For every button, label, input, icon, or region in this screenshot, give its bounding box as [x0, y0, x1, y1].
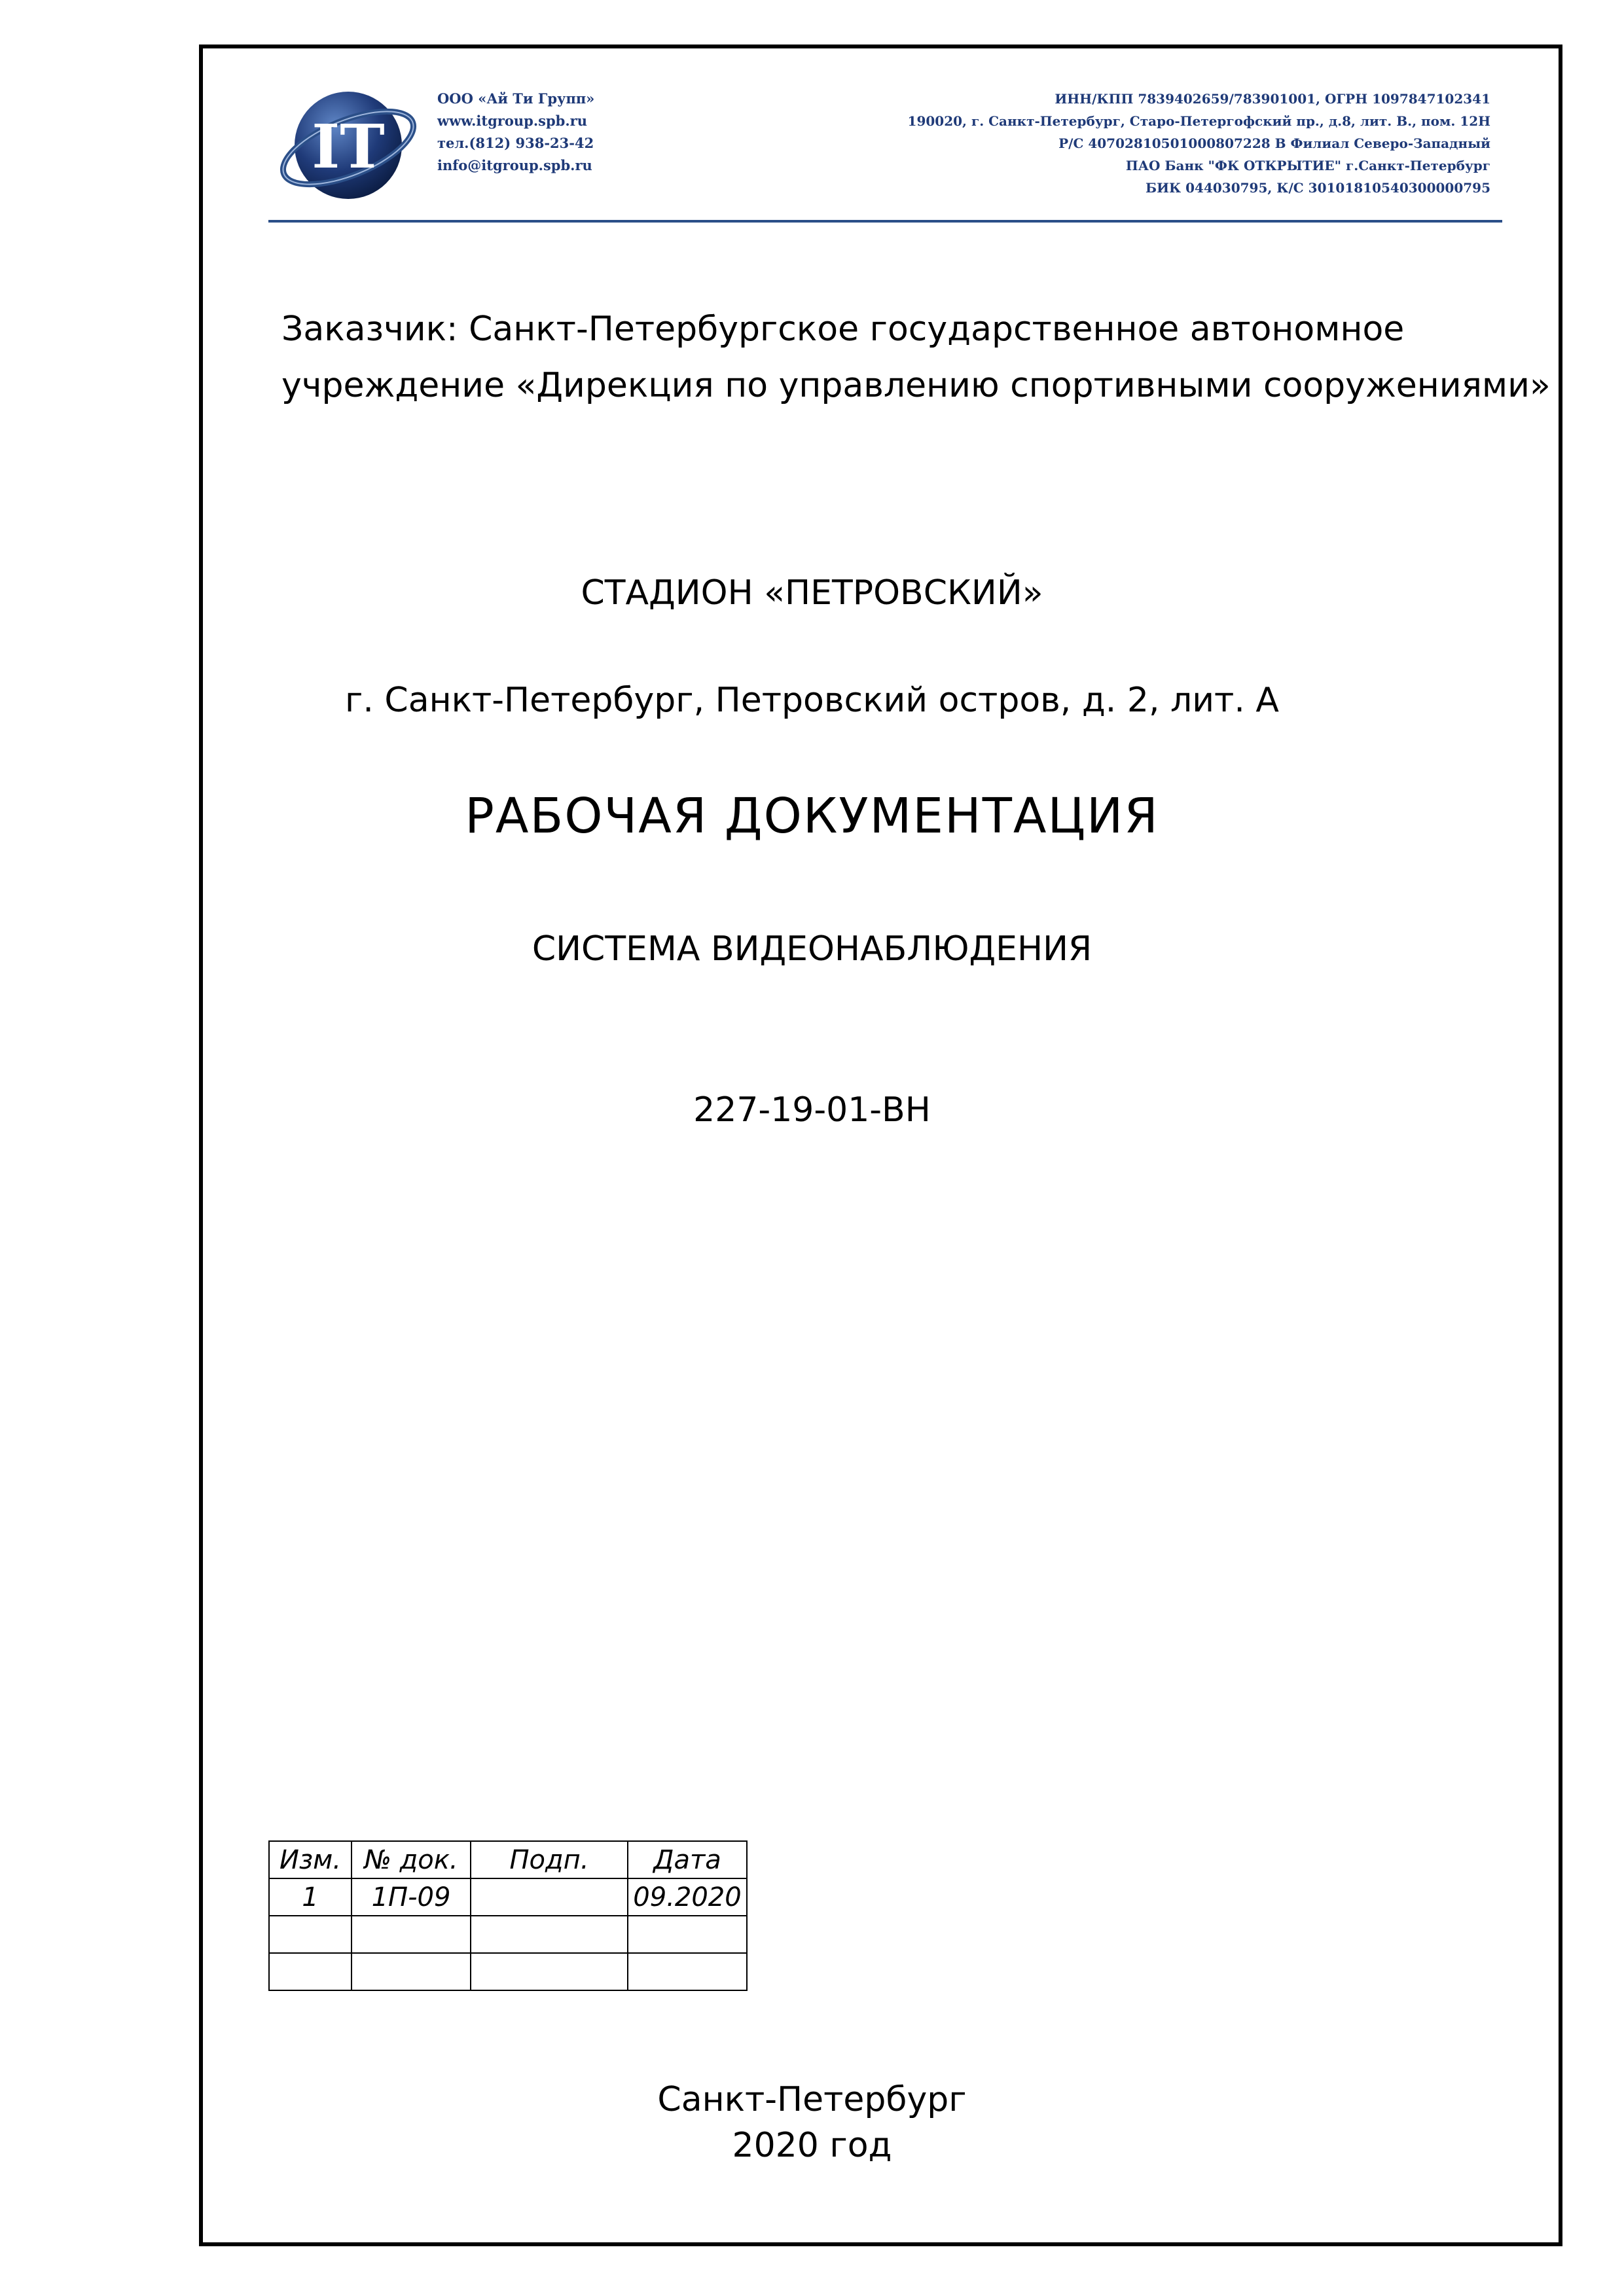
- system-name: СИСТЕМА ВИДЕОНАБЛЮДЕНИЯ: [532, 929, 1092, 969]
- requisites-address: 190020, г. Санкт-Петербург, Старо-Петергофский пр., д.8, лит. В., пом. 12Н: [907, 113, 1490, 129]
- company-website: www.itgroup.spb.ru: [437, 113, 587, 129]
- company-requisites: [908, 88, 1490, 199]
- header-date: Дата: [628, 1841, 747, 1878]
- header-signature: Подп.: [471, 1841, 628, 1878]
- customer-line-1: Заказчик: Санкт-Петербургское государственное автономное: [281, 310, 1405, 349]
- cell-date: [628, 1916, 747, 1953]
- footer-year: 2020 год: [732, 2126, 892, 2165]
- company-contacts: [437, 88, 594, 177]
- header-doc-number: № док.: [352, 1841, 471, 1878]
- stadium-address: г. Санкт-Петербург, Петровский остров, д. 2, лит. А: [345, 681, 1279, 720]
- cell-signature: [471, 1916, 628, 1953]
- header-change: Изм.: [269, 1841, 352, 1878]
- cell-doc-number: [352, 1916, 471, 1953]
- company-name: ООО «Ай Ти Групп»: [437, 90, 595, 107]
- cell-doc-number: 1П-09: [352, 1878, 471, 1916]
- revision-header-row: [269, 1841, 747, 1878]
- company-logo: [276, 85, 420, 209]
- table-row: [269, 1953, 747, 1990]
- requisites-bik: БИК 044030795, К/С 30101810540300000795: [1145, 180, 1490, 196]
- requisites-account: Р/С 40702810501000807228 В Филиал Северо-Западный: [1058, 135, 1490, 151]
- document-code: 227-19-01-ВН: [693, 1090, 931, 1130]
- letterhead: [268, 77, 1502, 223]
- table-row: [269, 1916, 747, 1953]
- customer-line-2: учреждение «Дирекция по управлению спортивными сооружениями»: [281, 366, 1551, 405]
- table-row: [269, 1878, 747, 1916]
- footer-city: Санкт-Петербург: [657, 2080, 967, 2119]
- customer-block: [281, 301, 1551, 414]
- cell-change: [269, 1916, 352, 1953]
- cell-change: [269, 1953, 352, 1990]
- company-phone: тел.(812) 938-23-42: [437, 135, 594, 151]
- company-email: info@itgroup.spb.ru: [437, 157, 592, 173]
- cell-signature: [471, 1878, 628, 1916]
- cell-change: 1: [269, 1878, 352, 1916]
- cell-date: [628, 1953, 747, 1990]
- stadium-title: СТАДИОН «ПЕТРОВСКИЙ»: [581, 573, 1043, 613]
- revision-table: [268, 1840, 748, 1991]
- cell-doc-number: [352, 1953, 471, 1990]
- requisites-bank: ПАО Банк "ФК ОТКРЫТИЕ" г.Санкт-Петербург: [1125, 158, 1490, 173]
- document-type: РАБОЧАЯ ДОКУМЕНТАЦИЯ: [465, 788, 1159, 844]
- logo-text: IT: [312, 111, 385, 182]
- header-divider: [268, 220, 1502, 223]
- requisites-inn: ИНН/КПП 7839402659/783901001, ОГРН 1097847102341: [1055, 91, 1490, 107]
- cell-signature: [471, 1953, 628, 1990]
- cell-date: 09.2020: [628, 1878, 747, 1916]
